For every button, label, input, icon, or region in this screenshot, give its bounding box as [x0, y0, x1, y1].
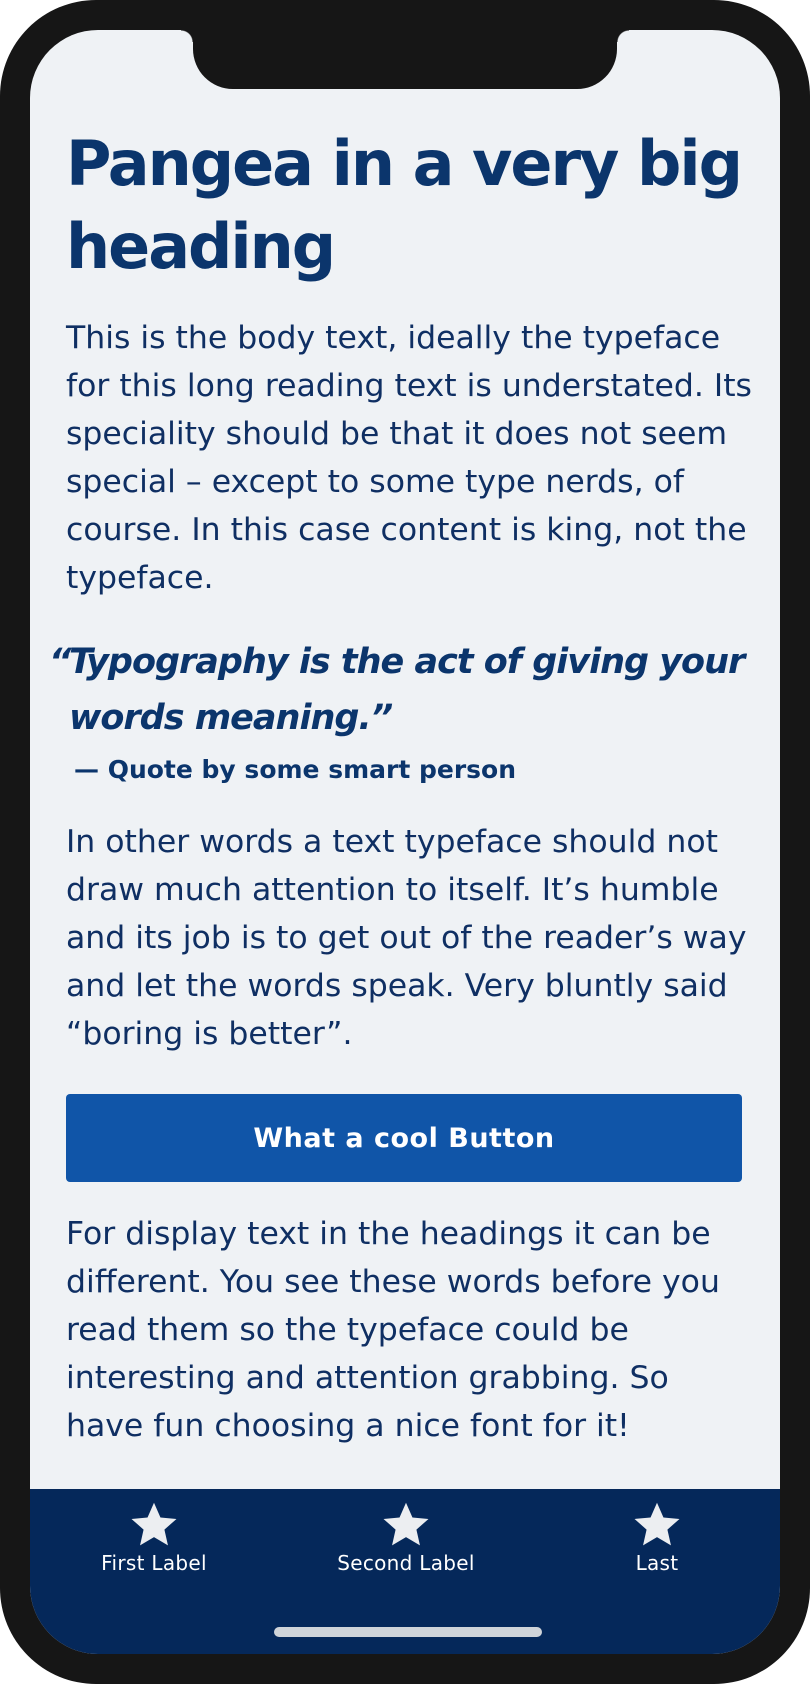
star-icon [632, 1501, 682, 1549]
quote-open-mark: “ [49, 642, 71, 682]
article [49, 122, 756, 1450]
home-indicator [274, 1627, 542, 1637]
tab-first[interactable] [54, 1489, 254, 1589]
tab-label-second: Second Label [337, 1551, 475, 1575]
body-paragraph-1: This is the body text, ideally the typeface for this long reading text is understated. Its speciality should be that it does not seem special – except to some type nerds, of course. In this case content is king, not the typeface. [66, 320, 752, 596]
cool-button[interactable]: What a cool Button [66, 1094, 742, 1182]
star-icon [129, 1501, 179, 1549]
body-paragraph-3: For display text in the headings it can be different. You see these words before you read them so the typeface could be interesting and attention grabbing. So have fun choosing a nice font for it! [66, 1216, 720, 1444]
tab-second[interactable] [306, 1489, 506, 1589]
pull-quote [49, 634, 756, 746]
tab-label-last: Last [635, 1551, 679, 1575]
device-notch [193, 30, 617, 89]
screen [30, 30, 780, 1654]
quote-text: Typography is the act of giving your words meaning.” [69, 642, 745, 738]
quote-attribution: — Quote by some smart person [74, 755, 517, 784]
tab-last[interactable] [557, 1489, 757, 1589]
page-heading: Pangea in a very big heading [66, 127, 742, 283]
tab-label-first: First Label [101, 1551, 207, 1575]
body-paragraph-2: In other words a text typeface should not draw much attention to itself. It’s humble and its job is to get out of the reader’s way and let the words speak. Very bluntly said “boring is better”. [66, 824, 747, 1052]
star-icon [381, 1501, 431, 1549]
